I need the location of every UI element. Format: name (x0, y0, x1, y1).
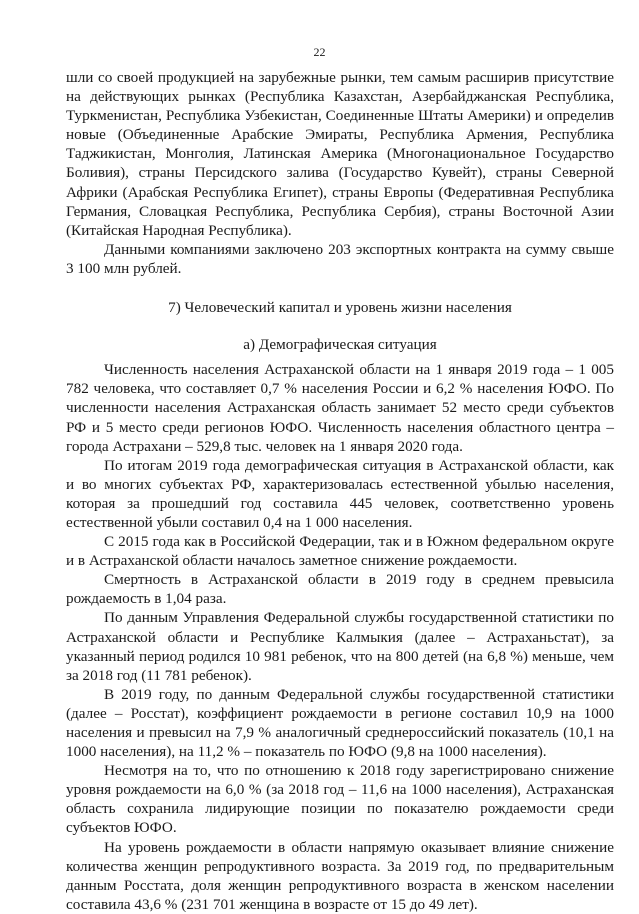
paragraph-leading-position: Несмотря на то, что по отношению к 2018 году зарегистрировано снижение уровня рождаемости на 6,0 % (за 2018 год – 11,6 на 1000 населения), Астраханская область сохранила лидирующие позиции по показателю рождаемости среди субъектов ЮФО. (66, 762, 614, 837)
paragraph-export-markets: шли со своей продукцией на зарубежные рынки, тем самым расширив присутствие на действующих рынках (Республика Казахстан, Азербайджанская Республика, Туркменистан, Республика Узбекистан, Соединенные Штаты Америки) и определив новые (Объединенные Арабские Эмираты, Республика Армения, Республика Таджикистан, Монголия, Латинская Америка (Многонациональное Государство Боливия), страны Персидского залива (Государство Кувейт), страны Северной Африки (Арабская Республика Египет), страны Европы (Федеративная Республика Германия, Словацкая Республика, Республика Сербия), страны Восточной Азии (Китайская Народная Республика). (66, 69, 614, 239)
section-heading: 7) Человеческий капитал и уровень жизни населения (168, 299, 512, 317)
page-number: 22 (313, 45, 326, 59)
paragraph-natural-decline: По итогам 2019 года демографическая ситуация в Астраханской области, как и во многих субъектах РФ, характеризовалась естественной убылью населения, которая за прошедший год составила 445 человек, соответственно уровень естественной убыли составил 0,4 на 1 000 населения. (66, 456, 614, 531)
paragraph-births-count: По данным Управления Федеральной службы государственной статистики по Астраханской области и Республике Калмыкия (далее – Астраханьстат), за указанный период родился 10 981 ребенок, что на 800 детей (на 6,8 %) меньше, чем за 2018 год (11 781 ребенок). (66, 609, 614, 684)
paragraph-birth-rate-decline: С 2015 года как в Российской Федерации, так и в Южном федеральном округе и в Астраханской области началось заметное снижение рождаемости. (66, 533, 614, 570)
paragraph-mortality: Смертность в Астраханской области в 2019 году в среднем превысила рождаемость в 1,04 раза. (66, 571, 614, 608)
paragraph-reproductive-women: На уровень рождаемости в области напрямую оказывает влияние снижение количества женщин репродуктивного возраста. За 2019 год, по предварительным данным Росстата, доля женщин репродуктивного возраста в женском населении составила 43,6 % (231 701 женщина в возрасте от 15 до 49 лет). (66, 838, 614, 913)
subsection-heading: а) Демографическая ситуация (243, 336, 437, 354)
paragraph-population: Численность населения Астраханской области на 1 января 2019 года – 1 005 782 человека, что составляет 0,7 % населения России и 6,2 % населения ЮФО. По численности населения Астраханская область занимает 52 место среди субъектов РФ и 5 место среди регионов ЮФО. Численность населения областного центра – города Астрахани – 529,8 тыс. человек на 1 января 2020 года. (66, 361, 614, 455)
paragraph-export-contracts: Данными компаниями заключено 203 экспортных контракта на сумму свыше 3 100 млн рублей. (66, 240, 614, 277)
paragraph-birth-coefficient: В 2019 году, по данным Федеральной службы государственной статистики (далее – Росстат), коэффициент рождаемости в регионе составил 10,9 на 1000 населения и превысил на 7,9 % аналогичный среднероссийский показатель (10,1 на 1000 населения), на 11,2 % – показатель по ЮФО (9,8 на 1000 населения). (66, 685, 614, 761)
page-content (66, 68, 614, 914)
